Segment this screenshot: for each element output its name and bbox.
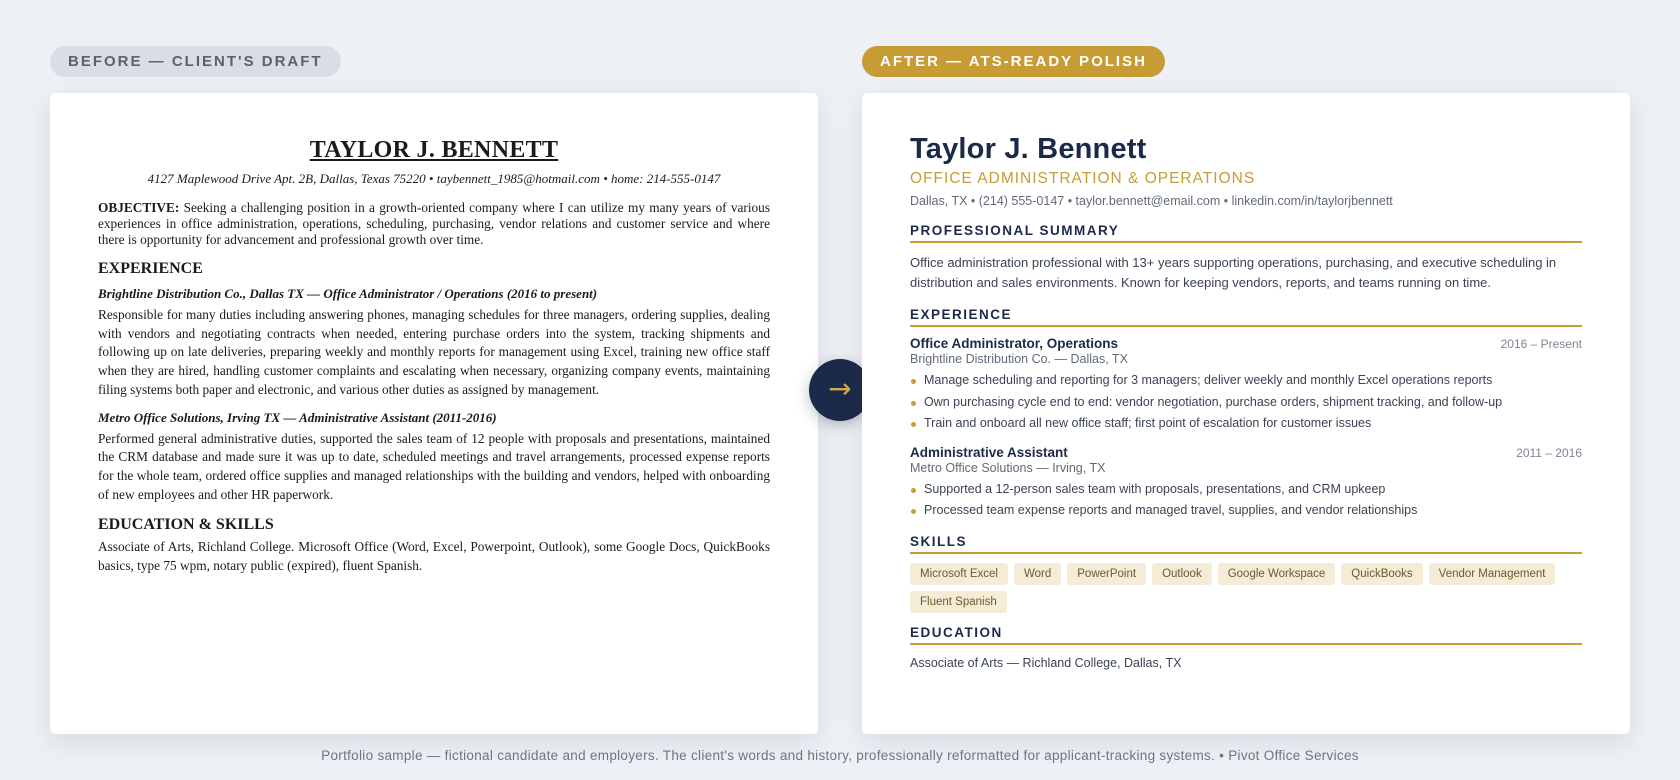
job-dates: 2011 – 2016 bbox=[1516, 445, 1582, 460]
summary-text: Office administration professional with 13+ years supporting operations, purchasing, and executive scheduling in distribution and sales environments. Known for keeping vendors, reports, and teams running on time. bbox=[910, 255, 1557, 290]
footer-caption: Portfolio sample — fictional candidate and employers. The client's words and history, professionally reformatted for applicant-tracking systems. • Pivot Office Services bbox=[321, 748, 1359, 763]
education-heading: EDUCATION bbox=[910, 625, 1582, 645]
before-objective bbox=[98, 200, 770, 248]
job-entry bbox=[910, 445, 1582, 522]
before-resume-card bbox=[50, 93, 818, 734]
skill-chip: Microsoft Excel bbox=[910, 563, 1008, 585]
skill-chip: Outlook bbox=[1152, 563, 1212, 585]
after-resume-card bbox=[862, 93, 1630, 734]
experience-heading: EXPERIENCE bbox=[910, 307, 1582, 327]
before-name: TAYLOR J. BENNETT bbox=[309, 137, 559, 163]
before-label: BEFORE — CLIENT'S DRAFT bbox=[50, 46, 341, 77]
job-title: Office Administrator, Operations bbox=[910, 336, 1119, 351]
before-job1-title: Brightline Distribution Co., Dallas TX — Office Administrator / Operations (2016 to present) bbox=[98, 286, 598, 301]
skill-chip: QuickBooks bbox=[1341, 563, 1422, 585]
before-education-body: Associate of Arts, Richland College. Microsoft Office (Word, Excel, Powerpoint, Outlook), some Google Docs, QuickBooks basics, type 75 wpm, notary public (expired), fluent Spanish. bbox=[98, 539, 770, 574]
before-experience-heading: EXPERIENCE bbox=[98, 260, 203, 277]
after-title: OFFICE ADMINISTRATION & OPERATIONS bbox=[910, 170, 1256, 187]
before-job2-title: Metro Office Solutions, Irving TX — Administrative Assistant (2011-2016) bbox=[98, 409, 497, 425]
job-bullet: Manage scheduling and reporting for 3 managers; deliver weekly and monthly Excel operations reports bbox=[910, 370, 1582, 392]
before-resume bbox=[98, 137, 770, 576]
skill-chip: Fluent Spanish bbox=[910, 591, 1007, 613]
before-objective-label: OBJECTIVE: bbox=[98, 200, 180, 215]
education-text: Associate of Arts — Richland College, Dallas, TX bbox=[910, 655, 1182, 670]
job-entry bbox=[910, 336, 1582, 435]
after-contact: Dallas, TX • (214) 555-0147 • taylor.bennett@email.com • linkedin.com/in/taylorjbennett bbox=[910, 194, 1393, 208]
job-company: Metro Office Solutions — Irving, TX bbox=[910, 460, 1106, 475]
after-name: Taylor J. Bennett bbox=[910, 133, 1147, 165]
summary-heading: PROFESSIONAL SUMMARY bbox=[910, 223, 1582, 243]
after-label: AFTER — ATS-READY POLISH bbox=[862, 46, 1165, 77]
job-dates: 2016 – Present bbox=[1500, 337, 1582, 351]
job-bullet: Own purchasing cycle end to end: vendor negotiation, purchase orders, shipment tracking, and follow-up bbox=[910, 392, 1582, 414]
job-title: Administrative Assistant bbox=[910, 444, 1068, 460]
arrow-right-icon: → bbox=[809, 359, 871, 421]
after-resume bbox=[910, 133, 1582, 670]
job-bullet: Supported a 12-person sales team with proposals, presentations, and CRM upkeep bbox=[910, 479, 1582, 501]
before-contact: 4127 Maplewood Drive Apt. 2B, Dallas, Texas 75220 • taybennett_1985@hotmail.com • home: 214-555-0147 bbox=[147, 171, 721, 186]
job-bullet: Processed team expense reports and managed travel, supplies, and vendor relationships bbox=[910, 500, 1582, 522]
job-bullets bbox=[910, 479, 1582, 522]
job-company: Brightline Distribution Co. — Dallas, TX bbox=[910, 352, 1128, 366]
skill-chip: Vendor Management bbox=[1429, 563, 1556, 585]
skill-chip: Word bbox=[1014, 563, 1061, 585]
skills-heading: SKILLS bbox=[910, 534, 1582, 554]
before-job2-body: Performed general administrative duties, supported the sales team of 12 people with proposals and presentations, maintained the CRM database and made sure it was up to date, scheduled meetings and travel arrangements, processed expense reports for the whole team, ordered office supplies and managed relationships with the building and vendors, helped with onboarding of new employees and other HR paperwork. bbox=[98, 430, 770, 502]
skill-chip: PowerPoint bbox=[1067, 563, 1146, 585]
skill-chip: Google Workspace bbox=[1218, 563, 1336, 585]
job-bullet: Train and onboard all new office staff; first point of escalation for customer issues bbox=[910, 413, 1582, 435]
job-bullets bbox=[910, 370, 1582, 435]
before-job1-body: Responsible for many duties including answering phones, managing schedules for three managers, ordering supplies, dealing with vendors and negotiating contracts when needed, entering purchase orders into the system, tracking shipments and following up on late deliveries, preparing weekly and monthly reports for management using Excel, training new office staff when they are hired, handling customer complaints and escalating when necessary, organizing company events, maintaining filing systems both paper and electronic, and various other duties as assigned by management. bbox=[98, 307, 770, 397]
skills-list bbox=[910, 563, 1582, 613]
before-objective-text: Seeking a challenging position in a growth-oriented company where I can utilize my many years of various experiences in office administration, operations, scheduling, purchasing, vendor relations and customer service and where there is opportunity for advancement and professional growth over time. bbox=[98, 200, 770, 247]
before-education-heading: EDUCATION & SKILLS bbox=[98, 516, 274, 534]
